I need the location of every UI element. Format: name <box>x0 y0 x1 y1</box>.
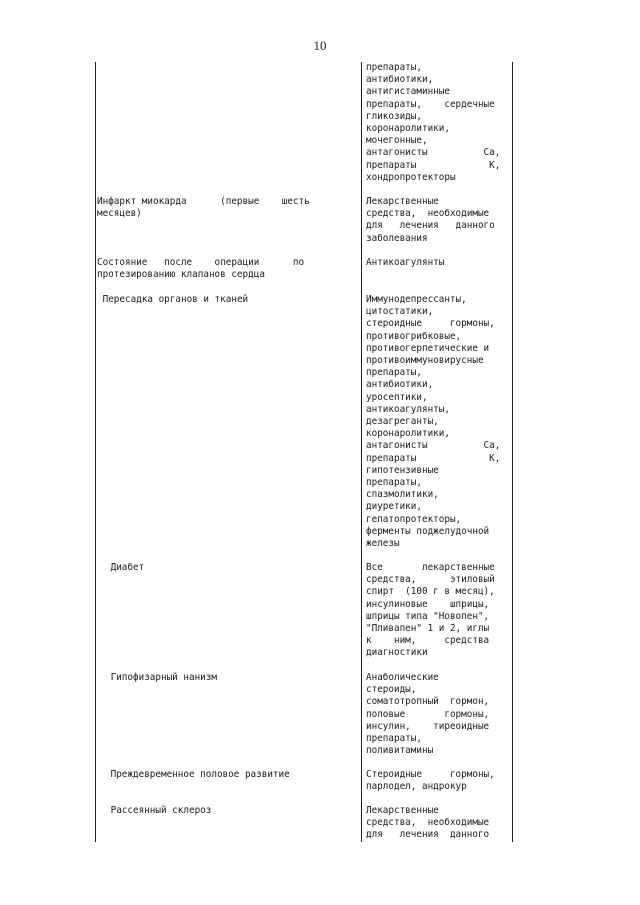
drug-table <box>95 62 513 842</box>
condition-cell: Состояние после операции по протезированию клапанов сердца <box>97 257 305 281</box>
drugs-cell: Иммунодепрессанты, цитостатики, стероидные гормоны, противогрибковые, противогерпетические и противоиммуновирусные препараты, антибиотики, уросептики, антикоагулянты, дезагреганты, коронаролитики, антагонисты Са, препараты К, гипотензивные препараты, спазмолитики, диуретики, гепатопротекторы, ферменты поджелудочной железы <box>366 294 501 550</box>
condition-cell: Преждевременное половое развитие <box>105 769 290 780</box>
table-column-divider <box>361 62 362 842</box>
table-right-border <box>512 62 513 842</box>
condition-cell: Диабет <box>105 562 145 573</box>
drugs-cell: препараты, антибиотики, антигистаминные препараты, сердечные гликозиды, коронаролитики, мочегонные, антагонисты Са, препараты К, хондропротекторы <box>366 62 501 183</box>
condition-cell: Гипофизарный нанизм <box>105 672 217 683</box>
drugs-cell: Антикоагулянты <box>366 257 445 268</box>
drugs-cell: Лекарственные средства, необходимые для лечения данного заболевания <box>366 196 495 244</box>
page-number: 10 <box>313 38 327 53</box>
drugs-cell: Стероидные гормоны, парлодел, андрокур <box>366 769 495 793</box>
drugs-cell: Лекарственные средства, необходимые для лечения данного <box>366 805 490 841</box>
condition-cell: Инфаркт миокарда (первые шесть месяцев) <box>97 196 310 220</box>
drugs-cell: Все лекарственные средства, этиловый спирт (100 г в месяц), инсулиновые шприцы, шприцы типа "Новопен", "Пливапен" 1 и 2, иглы к ним, средства диагностики <box>366 562 495 659</box>
condition-cell: Рассеянный склероз <box>105 805 212 816</box>
condition-cell: Пересадка органов и тканей <box>97 294 249 305</box>
drugs-cell: Анаболические стероиды, соматотропный гормон, половые гормоны, инсулин, тиреоидные препараты, поливитамины <box>366 672 490 757</box>
table-left-border <box>95 62 96 842</box>
